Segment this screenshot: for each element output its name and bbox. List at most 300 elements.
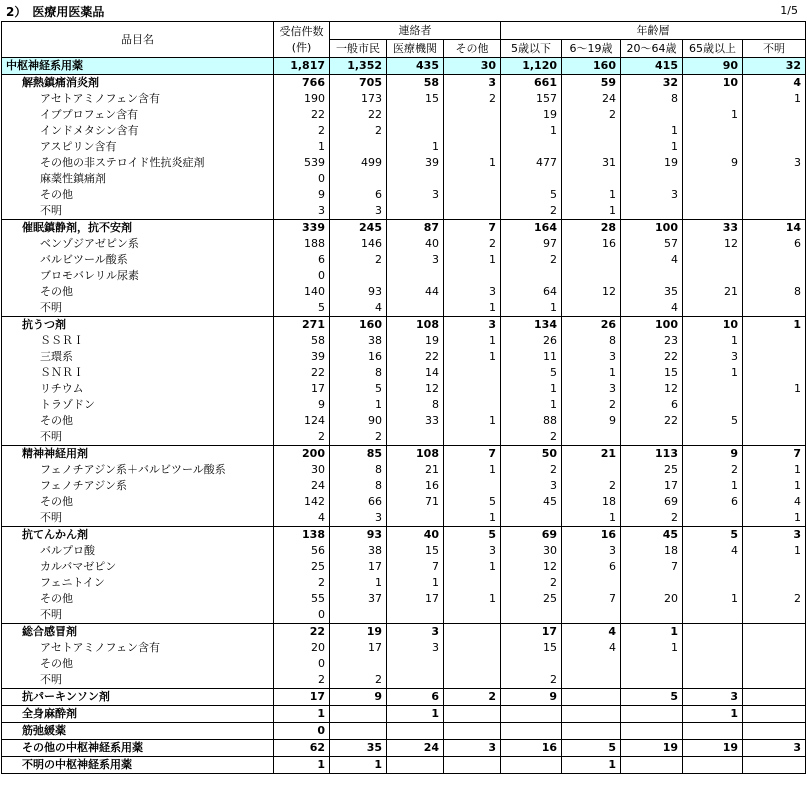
row-value: 1 — [387, 575, 444, 591]
row-value: 477 — [501, 155, 562, 171]
row-value — [444, 478, 501, 494]
row-value — [444, 575, 501, 591]
row-value: 14 — [387, 365, 444, 381]
row-value — [562, 300, 621, 317]
header-contact-2: その他 — [444, 40, 501, 58]
table-row — [2, 640, 806, 656]
row-item-name: 不明 — [2, 672, 274, 689]
row-value — [743, 123, 806, 139]
row-value: 3 — [743, 740, 806, 757]
row-value — [444, 365, 501, 381]
row-value: 1 — [562, 757, 621, 774]
row-value — [683, 672, 743, 689]
row-value: 188 — [274, 236, 330, 252]
row-value: 5 — [562, 740, 621, 757]
row-value: 4 — [743, 494, 806, 510]
table-row — [2, 446, 806, 463]
row-item-name: フェノチアジン系＋バルビツール酸系 — [2, 462, 274, 478]
row-item-name: ＳＮＲＩ — [2, 365, 274, 381]
row-value: 1 — [562, 510, 621, 527]
table-row — [2, 740, 806, 757]
row-value: 0 — [274, 268, 330, 284]
table-row — [2, 429, 806, 446]
row-value — [387, 510, 444, 527]
row-item-name: 不明 — [2, 203, 274, 220]
row-value: 3 — [444, 75, 501, 92]
row-value: 1 — [444, 155, 501, 171]
row-value — [683, 91, 743, 107]
row-value — [621, 203, 683, 220]
row-value: 1 — [621, 123, 683, 139]
row-value: 24 — [562, 91, 621, 107]
row-value: 1 — [683, 706, 743, 723]
row-value: 10 — [683, 75, 743, 92]
row-value: 2 — [330, 672, 387, 689]
row-value: 97 — [501, 236, 562, 252]
row-value — [743, 397, 806, 413]
row-value — [743, 300, 806, 317]
row-value: 88 — [501, 413, 562, 429]
row-value: 140 — [274, 284, 330, 300]
row-value: 3 — [330, 203, 387, 220]
row-value: 1 — [562, 365, 621, 381]
table-row — [2, 333, 806, 349]
row-value — [621, 575, 683, 591]
row-value: 32 — [621, 75, 683, 92]
row-value — [387, 672, 444, 689]
row-value: 30 — [444, 58, 501, 75]
row-value — [743, 349, 806, 365]
row-value: 69 — [501, 527, 562, 544]
row-value: 160 — [330, 317, 387, 334]
row-value: 1 — [444, 349, 501, 365]
row-value: 16 — [501, 740, 562, 757]
row-value: 4 — [330, 300, 387, 317]
row-item-name: トラゾドン — [2, 397, 274, 413]
row-item-name: ＳＳＲＩ — [2, 333, 274, 349]
table-row — [2, 689, 806, 706]
row-item-name: その他の非ステロイド性抗炎症剤 — [2, 155, 274, 171]
row-value: 2 — [501, 575, 562, 591]
row-value: 3 — [387, 624, 444, 641]
row-value — [562, 656, 621, 672]
row-value: 1 — [274, 757, 330, 774]
header-contact-0: 一般市民 — [330, 40, 387, 58]
row-value — [330, 171, 387, 187]
row-value: 59 — [562, 75, 621, 92]
row-value: 2 — [501, 429, 562, 446]
row-value: 108 — [387, 317, 444, 334]
row-value: 2 — [274, 123, 330, 139]
row-value: 30 — [274, 462, 330, 478]
row-value: 2 — [330, 429, 387, 446]
row-item-name: その他 — [2, 494, 274, 510]
row-value: 8 — [387, 397, 444, 413]
row-value — [501, 510, 562, 527]
row-value: 17 — [501, 624, 562, 641]
table-row — [2, 494, 806, 510]
row-value — [387, 607, 444, 624]
row-value: 31 — [562, 155, 621, 171]
row-value — [621, 429, 683, 446]
row-value: 93 — [330, 284, 387, 300]
row-value: 44 — [387, 284, 444, 300]
row-value: 9 — [683, 446, 743, 463]
row-item-name: 三環系 — [2, 349, 274, 365]
row-value: 35 — [330, 740, 387, 757]
row-value: 87 — [387, 220, 444, 237]
row-value: 22 — [330, 107, 387, 123]
row-value: 22 — [621, 349, 683, 365]
row-value: 3 — [387, 640, 444, 656]
row-value — [743, 559, 806, 575]
row-value: 3 — [444, 740, 501, 757]
row-value — [621, 757, 683, 774]
row-value — [683, 300, 743, 317]
table-row — [2, 365, 806, 381]
row-value: 6 — [274, 252, 330, 268]
row-value — [743, 706, 806, 723]
row-value: 173 — [330, 91, 387, 107]
row-value: 113 — [621, 446, 683, 463]
row-value: 1 — [501, 381, 562, 397]
row-value: 22 — [274, 107, 330, 123]
row-value: 3 — [387, 252, 444, 268]
row-value — [387, 171, 444, 187]
table-row — [2, 171, 806, 187]
row-value — [743, 757, 806, 774]
row-value: 1 — [444, 413, 501, 429]
row-value: 1 — [683, 365, 743, 381]
row-value — [621, 107, 683, 123]
row-value: 3 — [444, 543, 501, 559]
row-item-name: その他 — [2, 413, 274, 429]
row-value — [387, 268, 444, 284]
row-value: 15 — [621, 365, 683, 381]
row-value — [444, 203, 501, 220]
row-value — [444, 640, 501, 656]
row-item-name: 麻薬性鎮痛剤 — [2, 171, 274, 187]
row-value: 7 — [743, 446, 806, 463]
row-value: 22 — [621, 413, 683, 429]
row-value: 271 — [274, 317, 330, 334]
row-value: 9 — [274, 187, 330, 203]
table-row — [2, 527, 806, 544]
row-value — [683, 723, 743, 740]
row-value: 33 — [683, 220, 743, 237]
row-value — [501, 139, 562, 155]
row-value: 25 — [501, 591, 562, 607]
row-value: 1 — [274, 706, 330, 723]
row-value: 5 — [501, 187, 562, 203]
row-value: 32 — [743, 58, 806, 75]
row-value — [621, 607, 683, 624]
row-value: 9 — [501, 689, 562, 706]
row-value: 1 — [501, 397, 562, 413]
row-value: 1 — [501, 123, 562, 139]
row-value: 20 — [274, 640, 330, 656]
row-item-name: 不明 — [2, 429, 274, 446]
row-value — [444, 187, 501, 203]
row-value — [683, 510, 743, 527]
row-value — [562, 706, 621, 723]
row-value — [743, 171, 806, 187]
row-value: 5 — [683, 527, 743, 544]
table-row — [2, 187, 806, 203]
row-value: 2 — [562, 397, 621, 413]
row-value: 14 — [743, 220, 806, 237]
row-value: 2 — [274, 672, 330, 689]
row-value — [330, 607, 387, 624]
row-value — [444, 123, 501, 139]
row-value: 435 — [387, 58, 444, 75]
row-value — [444, 171, 501, 187]
row-value: 7 — [562, 591, 621, 607]
row-value — [621, 706, 683, 723]
row-item-name: 筋弛緩薬 — [2, 723, 274, 740]
row-value: 2 — [621, 510, 683, 527]
row-value: 90 — [330, 413, 387, 429]
row-value: 12 — [621, 381, 683, 397]
row-item-name: 総合感冒剤 — [2, 624, 274, 641]
row-value: 18 — [562, 494, 621, 510]
row-value: 3 — [683, 689, 743, 706]
row-value — [562, 171, 621, 187]
row-value: 3 — [683, 349, 743, 365]
row-value: 1 — [621, 624, 683, 641]
row-value — [743, 575, 806, 591]
row-value: 17 — [274, 381, 330, 397]
row-value: 12 — [562, 284, 621, 300]
header-age-3: 65歳以上 — [683, 40, 743, 58]
table-row — [2, 413, 806, 429]
row-value — [562, 268, 621, 284]
row-value: 62 — [274, 740, 330, 757]
row-value: 2 — [330, 123, 387, 139]
row-value: 6 — [743, 236, 806, 252]
row-value: 539 — [274, 155, 330, 171]
row-value — [743, 624, 806, 641]
row-value: 3 — [743, 155, 806, 171]
row-value: 766 — [274, 75, 330, 92]
row-item-name: その他 — [2, 591, 274, 607]
row-value — [444, 656, 501, 672]
row-value: 90 — [683, 58, 743, 75]
row-value: 23 — [621, 333, 683, 349]
row-value — [683, 123, 743, 139]
row-item-name: 催眠鎮静剤，抗不安剤 — [2, 220, 274, 237]
row-value: 1 — [683, 591, 743, 607]
row-item-name: 不明 — [2, 300, 274, 317]
table-row — [2, 123, 806, 139]
row-value: 142 — [274, 494, 330, 510]
row-value: 7 — [387, 559, 444, 575]
row-value — [743, 429, 806, 446]
row-value: 19 — [621, 740, 683, 757]
header-contact-group: 連絡者 — [330, 22, 501, 40]
row-item-name: フェノチアジン系 — [2, 478, 274, 494]
row-value: 19 — [683, 740, 743, 757]
row-value: 1,817 — [274, 58, 330, 75]
table-row — [2, 349, 806, 365]
row-value: 8 — [562, 333, 621, 349]
row-value: 2 — [444, 91, 501, 107]
row-value: 17 — [387, 591, 444, 607]
row-item-name: ブロモバレリル尿素 — [2, 268, 274, 284]
row-value: 16 — [387, 478, 444, 494]
row-item-name: 全身麻酔剤 — [2, 706, 274, 723]
table-row — [2, 706, 806, 723]
row-value — [330, 706, 387, 723]
table-row — [2, 478, 806, 494]
row-value — [621, 656, 683, 672]
row-value: 0 — [274, 656, 330, 672]
row-value — [683, 607, 743, 624]
row-value — [444, 139, 501, 155]
row-value: 17 — [330, 640, 387, 656]
row-value: 1 — [562, 203, 621, 220]
row-value: 100 — [621, 220, 683, 237]
row-value: 58 — [274, 333, 330, 349]
row-value: 661 — [501, 75, 562, 92]
row-value: 1 — [743, 510, 806, 527]
row-value: 3 — [444, 317, 501, 334]
row-value: 4 — [562, 624, 621, 641]
row-value — [743, 252, 806, 268]
row-value: 5 — [274, 300, 330, 317]
row-value: 2 — [501, 462, 562, 478]
row-item-name: アスピリン含有 — [2, 139, 274, 155]
row-value — [562, 429, 621, 446]
row-value: 21 — [683, 284, 743, 300]
table-row — [2, 252, 806, 268]
row-value: 25 — [274, 559, 330, 575]
row-value: 5 — [683, 413, 743, 429]
row-value — [683, 656, 743, 672]
header-age-0: 5歳以下 — [501, 40, 562, 58]
table-row — [2, 672, 806, 689]
row-value — [501, 723, 562, 740]
title-bar — [0, 0, 806, 21]
row-value: 3 — [444, 284, 501, 300]
row-value: 415 — [621, 58, 683, 75]
row-value: 5 — [501, 365, 562, 381]
row-value — [743, 607, 806, 624]
row-value: 26 — [501, 333, 562, 349]
row-value: 2 — [683, 462, 743, 478]
row-value: 50 — [501, 446, 562, 463]
row-value: 16 — [562, 236, 621, 252]
row-value — [743, 723, 806, 740]
row-value — [683, 575, 743, 591]
table-row — [2, 591, 806, 607]
row-value — [743, 672, 806, 689]
row-value — [683, 203, 743, 220]
row-value: 18 — [621, 543, 683, 559]
row-value: 1 — [621, 139, 683, 155]
row-value — [387, 757, 444, 774]
row-value: 3 — [562, 349, 621, 365]
row-value — [562, 607, 621, 624]
row-item-name: ベンゾジアゼピン系 — [2, 236, 274, 252]
row-value: 6 — [683, 494, 743, 510]
row-value: 3 — [621, 187, 683, 203]
row-value: 35 — [621, 284, 683, 300]
row-value: 2 — [501, 203, 562, 220]
row-value — [683, 187, 743, 203]
row-value — [683, 139, 743, 155]
row-value — [743, 107, 806, 123]
row-value: 6 — [562, 559, 621, 575]
row-value: 9 — [683, 155, 743, 171]
row-value — [501, 607, 562, 624]
table-row — [2, 58, 806, 75]
row-item-name: カルバマゼピン — [2, 559, 274, 575]
row-value — [444, 107, 501, 123]
row-value — [330, 723, 387, 740]
table-row — [2, 300, 806, 317]
row-value: 190 — [274, 91, 330, 107]
drug-inquiry-table — [1, 21, 806, 774]
row-value: 1 — [444, 559, 501, 575]
row-value: 39 — [274, 349, 330, 365]
row-value — [683, 559, 743, 575]
row-value — [743, 413, 806, 429]
row-value — [330, 139, 387, 155]
row-item-name: その他 — [2, 284, 274, 300]
row-value — [387, 723, 444, 740]
row-value: 38 — [330, 543, 387, 559]
row-value: 1 — [387, 706, 444, 723]
row-value: 15 — [387, 91, 444, 107]
row-value: 5 — [444, 494, 501, 510]
row-value: 40 — [387, 236, 444, 252]
row-value — [743, 689, 806, 706]
row-value: 100 — [621, 317, 683, 334]
row-value: 1 — [330, 575, 387, 591]
row-item-name: 不明 — [2, 510, 274, 527]
row-value: 8 — [330, 365, 387, 381]
row-value: 2 — [501, 252, 562, 268]
row-value — [743, 139, 806, 155]
row-value: 8 — [330, 462, 387, 478]
row-value: 6 — [387, 689, 444, 706]
row-value — [387, 300, 444, 317]
row-value — [444, 607, 501, 624]
row-value: 339 — [274, 220, 330, 237]
row-item-name: イブプロフェン含有 — [2, 107, 274, 123]
row-item-name: 抗てんかん剤 — [2, 527, 274, 544]
row-value: 2 — [562, 107, 621, 123]
row-value — [743, 187, 806, 203]
row-value: 1 — [444, 591, 501, 607]
row-value — [683, 381, 743, 397]
row-value — [683, 268, 743, 284]
row-item-name: フェニトイン — [2, 575, 274, 591]
row-value: 11 — [501, 349, 562, 365]
row-item-name: アセトアミノフェン含有 — [2, 640, 274, 656]
row-value: 1 — [387, 139, 444, 155]
row-value: 57 — [621, 236, 683, 252]
row-value: 56 — [274, 543, 330, 559]
row-value: 9 — [562, 413, 621, 429]
row-value — [562, 575, 621, 591]
row-value: 1,120 — [501, 58, 562, 75]
row-value: 1 — [743, 317, 806, 334]
row-value: 1 — [683, 107, 743, 123]
row-value: 28 — [562, 220, 621, 237]
table-row — [2, 220, 806, 237]
